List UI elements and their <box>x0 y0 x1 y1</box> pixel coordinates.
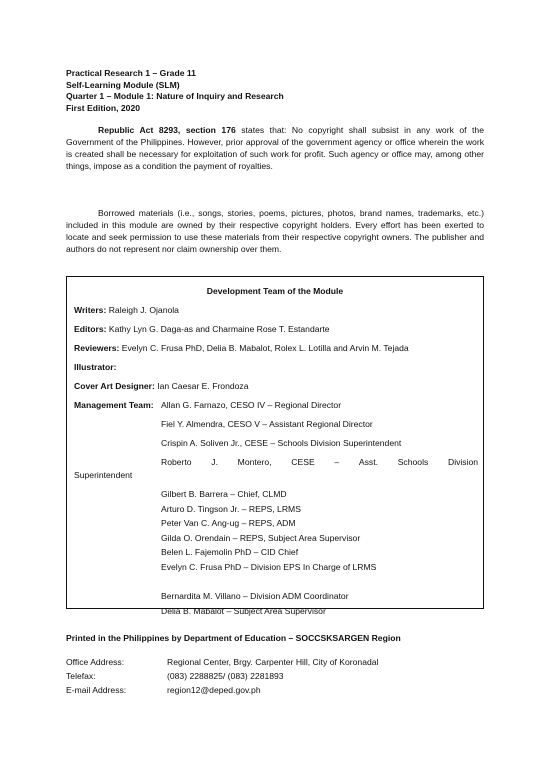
borrowed-materials-paragraph <box>66 208 484 256</box>
telefax-row: Telefax: (083) 2288825/ (083) 2281893 <box>66 671 284 681</box>
management-member: Arturo D. Tingson Jr. – REPS, LRMS <box>161 503 301 514</box>
management-label: Management Team: <box>74 400 154 410</box>
email-address: region12@deped.gov.ph <box>167 685 261 695</box>
development-team-box <box>66 276 484 616</box>
management-member: Gilda O. Orendain – REPS, Subject Area Supervisor <box>161 532 361 543</box>
header-quarter-module: Quarter 1 – Module 1: Nature of Inquiry and Research <box>66 91 284 101</box>
printed-by-line: Printed in the Philippines by Department of Education – SOCCSKSARGEN Region <box>66 633 401 643</box>
management-member-asds-wrap: Superintendent <box>74 470 133 480</box>
management-member-asds: Roberto J. Montero, CESE – Asst. Schools Division <box>161 457 479 467</box>
copyright-paragraph <box>66 125 484 173</box>
borrowed-text: Borrowed materials (i.e., songs, stories, poems, pictures, photos, brand names, trademarks, etc.) included in this module are owned by their respective copyright holders. Every effort has been exerted to locate and seek permission to use these materials from their respective copyright owners. The publisher and authors do not represent nor claim ownership over them. <box>66 208 484 254</box>
management-member: Fiel Y. Almendra, CESO V – Assistant Regional Director <box>161 419 373 429</box>
copyright-law: Republic Act 8293, section 176 <box>98 125 236 135</box>
management-member: Belen L. Fajemolin PhD – CID Chief <box>161 547 299 558</box>
editors-row: Editors: Kathy Lyn G. Daga-as and Charmaine Rose T. Estandarte <box>74 324 330 334</box>
reviewers-row: Reviewers: Evelyn C. Frusa PhD, Delia B. Mabalot, Rolex L. Lotilla and Arvin M. Tejada <box>74 343 409 353</box>
management-member: Bernardita M. Villano – Division ADM Coordinator <box>161 591 349 602</box>
management-member: Delia B. Mabalot – Subject Area Supervisor <box>161 605 326 616</box>
header-title: Practical Research 1 – Grade 11 <box>66 68 196 78</box>
copyright-text: states that: No copyright shall subsist in any work of the Government of the Philippines. However, prior approval of the government agency or office wherein the work is created shall be necessary for exploitation of such work for profit. Such agency or office may, among other things, impose as a condition the payment of royalties. <box>66 125 484 171</box>
header-subtitle: Self-Learning Module (SLM) <box>66 79 180 90</box>
management-member: Crispin A. Soliven Jr., CESE – Schools Division Superintendent <box>161 438 402 448</box>
management-member: Allan G. Farnazo, CESO IV – Regional Director <box>161 400 342 410</box>
writers-row: Writers: Raleigh J. Ojanola <box>74 305 179 315</box>
management-member: Peter Van C. Ang-ug – REPS, ADM <box>161 518 296 529</box>
management-member: Gilbert B. Barrera – Chief, CLMD <box>161 489 287 499</box>
email-row: E-mail Address: region12@deped.gov.ph <box>66 685 261 695</box>
cover-designer-row: Cover Art Designer: Ian Caesar E. Frondoza <box>74 381 249 391</box>
management-member: Evelyn C. Frusa PhD – Division EPS In Charge of LRMS <box>161 562 377 572</box>
office-address-row: Office Address: Regional Center, Brgy. Carpenter Hill, City of Koronadal <box>66 657 379 667</box>
header-edition: First Edition, 2020 <box>66 102 141 113</box>
team-title: Development Team of the Module <box>206 286 344 296</box>
module-header <box>66 68 284 114</box>
illustrator-row: Illustrator: <box>74 362 117 372</box>
